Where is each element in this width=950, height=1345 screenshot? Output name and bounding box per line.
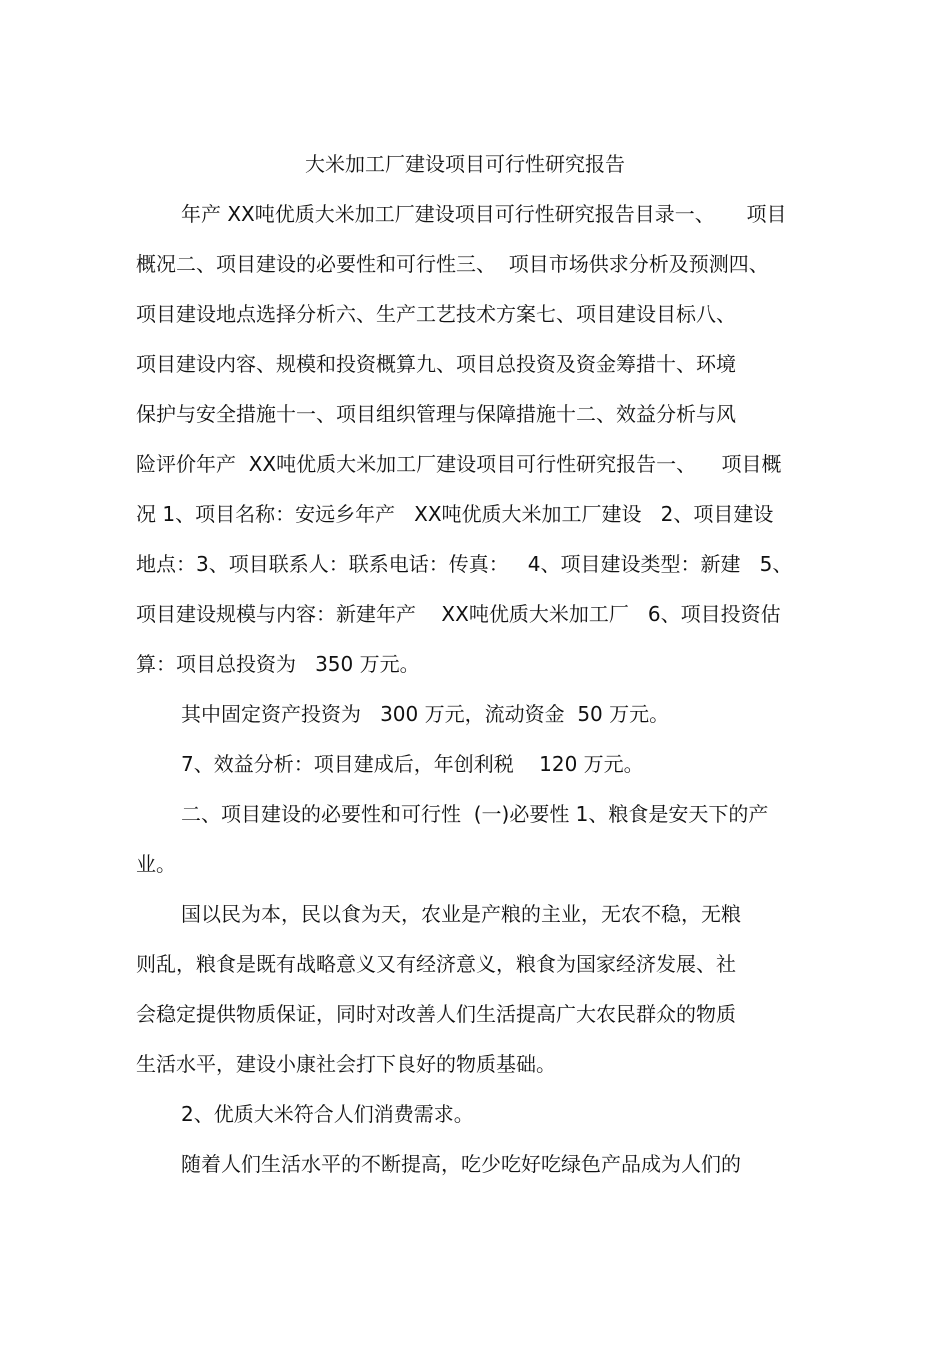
body-line: 概况二、项目建设的必要性和可行性三、 项目市场供求分析及预测四、 (136, 252, 769, 276)
body-line: 国以民为本，民以食为天，农业是产粮的主业，无农不稳，无粮 (181, 902, 741, 926)
body-line: 年产 XX吨优质大米加工厂建设项目可行性研究报告目录一、 项目 (181, 202, 787, 226)
body-line: 况 1、项目名称：安远乡年产 XX吨优质大米加工厂建设 2、项目建设 (136, 502, 774, 526)
body-line: 项目建设内容、规模和投资概算九、项目总投资及资金筹措十、环境 (136, 352, 736, 376)
document-title: 大米加工厂建设项目可行性研究报告 (305, 152, 625, 176)
body-line: 会稳定提供物质保证，同时对改善人们生活提高广大农民群众的物质 (136, 1002, 736, 1026)
body-line: 险评价年产 XX吨优质大米加工厂建设项目可行性研究报告一、 项目概 (136, 452, 782, 476)
body-line: 7、效益分析：项目建成后，年创利税 120 万元。 (181, 752, 644, 776)
body-line: 二、项目建设的必要性和可行性 (一)必要性 1、粮食是安天下的产 (181, 802, 769, 826)
body-line: 项目建设规模与内容：新建年产 XX吨优质大米加工厂 6、项目投资估 (136, 602, 781, 626)
body-line: 保护与安全措施十一、项目组织管理与保障措施十二、效益分析与风 (136, 402, 736, 426)
body-line: 其中固定资产投资为 300 万元，流动资金 50 万元。 (181, 702, 670, 726)
body-line: 随着人们生活水平的不断提高，吃少吃好吃绿色产品成为人们的 (181, 1152, 741, 1176)
body-line: 生活水平，建设小康社会打下良好的物质基础。 (136, 1052, 556, 1076)
body-line: 项目建设地点选择分析六、生产工艺技术方案七、项目建设目标八、 (136, 302, 736, 326)
body-line: 算：项目总投资为 350 万元。 (136, 652, 420, 676)
body-line: 则乱，粮食是既有战略意义又有经济意义，粮食为国家经济发展、社 (136, 952, 736, 976)
body-line: 业。 (136, 852, 176, 876)
body-line: 地点：3、项目联系人：联系电话：传真： 4、项目建设类型：新建 5、 (136, 552, 793, 576)
body-line: 2、优质大米符合人们消费需求。 (181, 1102, 474, 1126)
